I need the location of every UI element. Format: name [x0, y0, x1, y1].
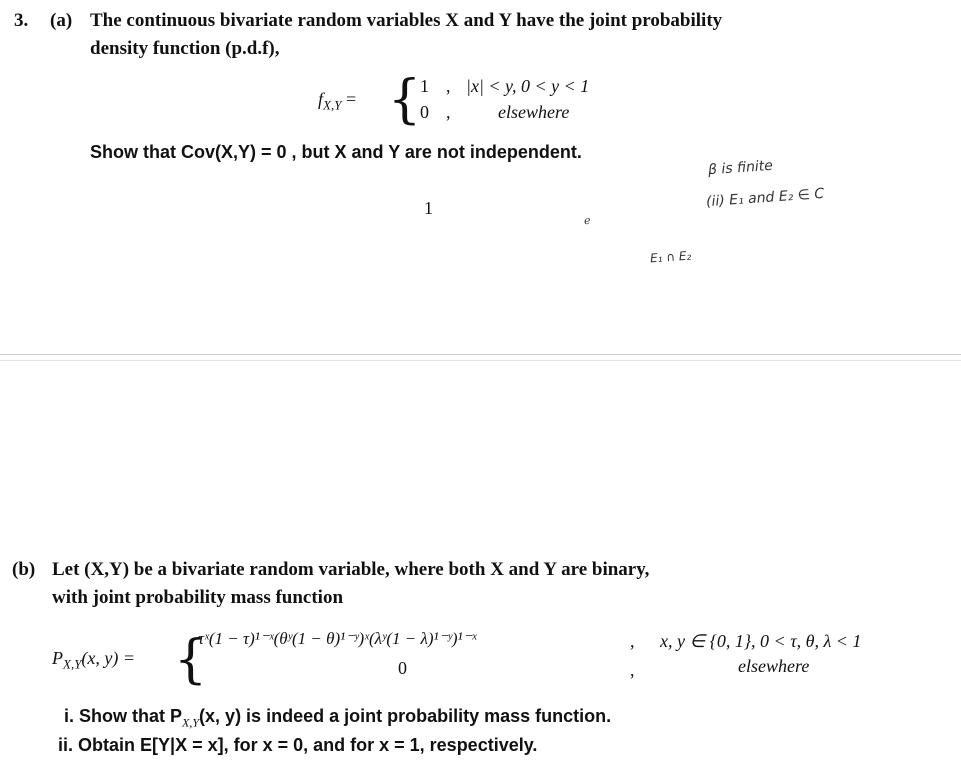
- page-separator-bottom: [0, 360, 961, 361]
- item-1-rest: (x, y) is indeed a joint probability mass function.: [199, 706, 612, 726]
- pmf-case1-value: τˣ(1 − τ)¹⁻ˣ(θʸ(1 − θ)¹⁻ʸ)ˣ(λʸ(1 − λ)¹⁻ʸ)¹⁻ˣ: [198, 629, 477, 648]
- pmf-case2-condition: elsewhere: [738, 656, 810, 676]
- pdf-case1-condition: |x| < y, 0 < y < 1: [466, 76, 590, 96]
- part-b-line2: with joint probability mass function: [52, 587, 344, 608]
- handwritten-note-3: E₁ ∩ E₂: [649, 248, 692, 266]
- pmf-lhs-symbol: P: [52, 648, 63, 668]
- item-2-label: ii.: [58, 735, 74, 755]
- part-b-item-2: [58, 735, 537, 756]
- pdf-case2-sep: ,: [446, 102, 451, 122]
- pmf-lhs: [52, 648, 135, 673]
- part-a-line2: density function (p.d.f),: [90, 38, 280, 59]
- pmf-case1-condition: x, y ∈ {0, 1}, 0 < τ, θ, λ < 1: [660, 631, 862, 651]
- pdf-case2-value: 0: [420, 102, 429, 122]
- pmf-lhs-args: (x, y) =: [81, 648, 136, 668]
- pdf-lhs-subscript: X,Y: [323, 97, 342, 113]
- pdf-lhs: [318, 89, 356, 114]
- part-a-label: (a): [50, 10, 73, 31]
- pdf-case1-value: 1: [420, 76, 429, 96]
- pdf-case2-condition: elsewhere: [498, 102, 570, 122]
- pmf-case2-value: 0: [398, 658, 407, 678]
- handwritten-mark: ℯ: [583, 213, 591, 228]
- part-b-label: (b): [12, 559, 36, 580]
- item-1-text: Show that P: [79, 706, 183, 726]
- part-b-line1: Let (X,Y) be a bivariate random variable, where both X and Y are binary,: [52, 559, 650, 580]
- item-1-subscript: X,Y: [182, 715, 200, 730]
- pmf-case2-sep: ,: [630, 660, 635, 680]
- part-a-show-text: Show that Cov(X,Y) = 0 , but X and Y are not independent.: [90, 142, 582, 162]
- part-a-line1: The continuous bivariate random variables X and Y have the joint probability: [90, 10, 723, 31]
- pmf-brace: {: [174, 630, 208, 690]
- pdf-equals: =: [345, 89, 357, 109]
- handwritten-note-1: β is finite: [707, 157, 774, 179]
- pmf-lhs-subscript: X,Y: [63, 656, 82, 672]
- pdf-lhs-symbol: f: [318, 89, 324, 109]
- item-2-text: Obtain E[Y|X = x], for x = 0, and for x = 1, respectively.: [78, 735, 538, 755]
- pdf-case1-sep: ,: [446, 76, 451, 96]
- page-separator-top: [0, 354, 961, 355]
- part-b-item-1: [64, 706, 611, 731]
- item-1-label: i.: [64, 706, 75, 726]
- pdf-brace: {: [388, 70, 422, 130]
- page-number: 1: [424, 198, 433, 218]
- question-number: 3.: [14, 10, 29, 31]
- handwritten-note-2: (ii) E₁ and E₂ ∈ C: [705, 185, 825, 211]
- pmf-case1-sep: ,: [630, 631, 635, 651]
